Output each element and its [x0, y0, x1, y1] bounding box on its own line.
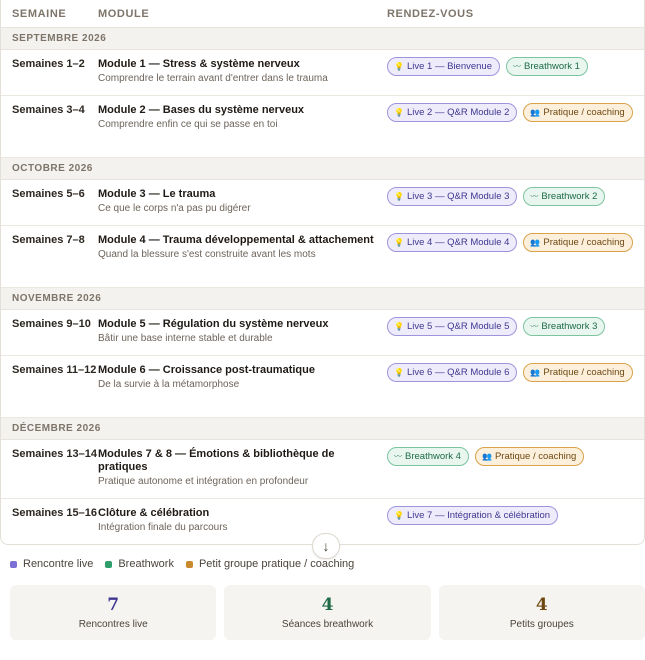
- table-row: [1, 310, 644, 356]
- module-subtitle: Comprendre le terrain avant d'entrer dans le trauma: [98, 73, 328, 84]
- chip-breathwork[interactable]: [523, 187, 605, 206]
- row-rendez-vous: [387, 440, 644, 466]
- chip-live[interactable]: [387, 187, 517, 206]
- group-icon: 👥: [530, 368, 541, 377]
- legend-dot-pratique: [186, 561, 193, 568]
- table-row: [1, 440, 644, 499]
- chip-label: Live 2 — Q&R Module 2: [406, 107, 510, 118]
- bulb-icon: 💡: [394, 511, 404, 520]
- chip-breathwork[interactable]: [387, 447, 469, 466]
- chip-live[interactable]: [387, 57, 500, 76]
- module-title: Module 2 — Bases du système nerveux: [98, 104, 305, 116]
- chip-pratique[interactable]: [523, 363, 632, 382]
- module-title: Module 3 — Le trauma: [98, 188, 216, 200]
- legend-label: Rencontre live: [23, 558, 94, 570]
- stat-card-live: [10, 585, 216, 640]
- legend: [10, 556, 354, 572]
- row-rendez-vous: [387, 180, 644, 206]
- row-week: Semaines 13–14: [12, 448, 98, 460]
- chip-label: Breathwork 4: [405, 451, 461, 462]
- legend-item-pratique: [186, 558, 354, 570]
- chip-pratique[interactable]: [523, 103, 632, 122]
- chip-label: Live 4 — Q&R Module 4: [406, 237, 510, 248]
- chip-label: Live 1 — Bienvenue: [406, 61, 492, 72]
- module-title: Module 5 — Régulation du système nerveux: [98, 318, 329, 330]
- chip-label: Breathwork 2: [541, 191, 598, 202]
- row-rendez-vous: [387, 499, 644, 525]
- row-week: Semaines 7–8: [12, 234, 85, 246]
- table-row: [1, 96, 644, 158]
- chip-label: Pratique / coaching: [543, 107, 625, 118]
- header-module: MODULE: [98, 7, 150, 20]
- arrow-down-icon: ↓: [322, 538, 330, 554]
- chip-pratique[interactable]: [475, 447, 584, 466]
- row-module: [98, 440, 387, 488]
- row-module: [98, 499, 387, 534]
- row-week: Semaines 5–6: [12, 188, 85, 200]
- row-module: [98, 180, 387, 215]
- module-title: Modules 7 & 8 — Émotions & bibliothèque de pratiques: [98, 448, 335, 473]
- row-module: [98, 356, 387, 391]
- chip-live[interactable]: [387, 363, 517, 382]
- chip-label: Pratique / coaching: [543, 367, 625, 378]
- wind-icon: 〰: [394, 452, 402, 461]
- group-icon: 👥: [530, 108, 541, 117]
- wind-icon: 〰: [513, 62, 521, 71]
- legend-label: Petit groupe pratique / coaching: [198, 558, 355, 570]
- row-rendez-vous: [387, 356, 644, 382]
- bulb-icon: 💡: [394, 368, 404, 377]
- module-title: Module 4 — Trauma développemental & attachement: [98, 234, 374, 246]
- chip-pratique[interactable]: [523, 233, 632, 252]
- module-subtitle: Bâtir une base interne stable et durable: [98, 333, 273, 344]
- row-module: [98, 50, 387, 85]
- bulb-icon: 💡: [394, 192, 404, 201]
- table-row: [1, 180, 644, 226]
- legend-dot-breathwork: [105, 561, 112, 568]
- chip-breathwork[interactable]: [506, 57, 588, 76]
- bulb-icon: 💡: [394, 238, 404, 247]
- chip-live[interactable]: [387, 233, 517, 252]
- chip-label: Pratique / coaching: [543, 237, 625, 248]
- row-week: Semaines 11–12: [12, 364, 97, 376]
- module-subtitle: Comprendre enfin ce qui se passe en toi: [98, 119, 278, 130]
- module-title: Module 1 — Stress & système nerveux: [98, 58, 300, 70]
- stat-value: 4: [535, 595, 548, 615]
- legend-item-breathwork: [105, 558, 174, 570]
- month-header: DÉCEMBRE 2026: [1, 418, 644, 440]
- chip-label: Pratique / coaching: [494, 451, 577, 462]
- module-title: Clôture & célébration: [98, 507, 210, 519]
- table-row: [1, 50, 644, 96]
- group-icon: 👥: [530, 238, 541, 247]
- chip-label: Live 3 — Q&R Module 3: [406, 191, 510, 202]
- stat-value: 4: [321, 595, 334, 615]
- table-row: [1, 356, 644, 418]
- module-subtitle: Intégration finale du parcours: [98, 522, 228, 533]
- row-module: [98, 310, 387, 345]
- chip-live[interactable]: [387, 506, 558, 525]
- month-header: OCTOBRE 2026: [1, 158, 644, 180]
- month-header: NOVEMBRE 2026: [1, 288, 644, 310]
- stat-label: Séances breathwork: [281, 619, 374, 630]
- module-subtitle: De la survie à la métamorphose: [98, 379, 240, 390]
- chip-breathwork[interactable]: [523, 317, 605, 336]
- row-rendez-vous: [387, 226, 644, 252]
- month-header: SEPTEMBRE 2026: [1, 28, 644, 50]
- row-rendez-vous: [387, 96, 644, 122]
- row-module: [98, 96, 387, 131]
- wind-icon: 〰: [530, 192, 539, 201]
- header-semaine: SEMAINE: [12, 7, 67, 20]
- chip-label: Breathwork 1: [524, 61, 580, 72]
- chip-label: Live 5 — Q&R Module 5: [406, 321, 510, 332]
- module-subtitle: Quand la blessure s'est construite avant les mots: [98, 249, 316, 260]
- table-row: [1, 226, 644, 288]
- chip-live[interactable]: [387, 103, 517, 122]
- wind-icon: 〰: [530, 322, 539, 331]
- chip-label: Live 6 — Q&R Module 6: [406, 367, 510, 378]
- row-rendez-vous: [387, 310, 644, 336]
- stat-label: Petits groupes: [509, 619, 574, 630]
- chip-label: Breathwork 3: [541, 321, 598, 332]
- legend-item-live: [10, 558, 93, 570]
- chip-live[interactable]: [387, 317, 517, 336]
- row-week: Semaines 1–2: [12, 58, 85, 70]
- stat-value: 7: [107, 595, 120, 615]
- bulb-icon: 💡: [394, 108, 404, 117]
- row-week: Semaines 9–10: [12, 318, 91, 330]
- bulb-icon: 💡: [394, 62, 404, 71]
- stat-card-groupes: [439, 585, 645, 640]
- group-icon: 👥: [481, 452, 492, 461]
- module-title: Module 6 — Croissance post-traumatique: [98, 364, 315, 376]
- stats-summary: [10, 585, 645, 640]
- legend-label: Breathwork: [118, 558, 174, 570]
- stat-card-breathwork: [224, 585, 430, 640]
- row-rendez-vous: [387, 50, 644, 76]
- row-week: Semaines 15–16: [12, 507, 98, 519]
- legend-dot-live: [10, 561, 17, 568]
- bulb-icon: 💡: [394, 322, 404, 331]
- module-subtitle: Ce que le corps n'a pas pu digérer: [98, 203, 251, 214]
- module-subtitle: Pratique autonome et intégration en profondeur: [98, 476, 309, 487]
- row-week: Semaines 3–4: [12, 104, 85, 116]
- header-rendez-vous: RENDEZ-VOUS: [387, 7, 474, 20]
- stat-label: Rencontres live: [78, 619, 148, 630]
- row-module: [98, 226, 387, 261]
- table-body: [1, 28, 644, 545]
- table-header: [1, 0, 644, 28]
- chip-label: Live 7 — Intégration & célébration: [406, 510, 551, 521]
